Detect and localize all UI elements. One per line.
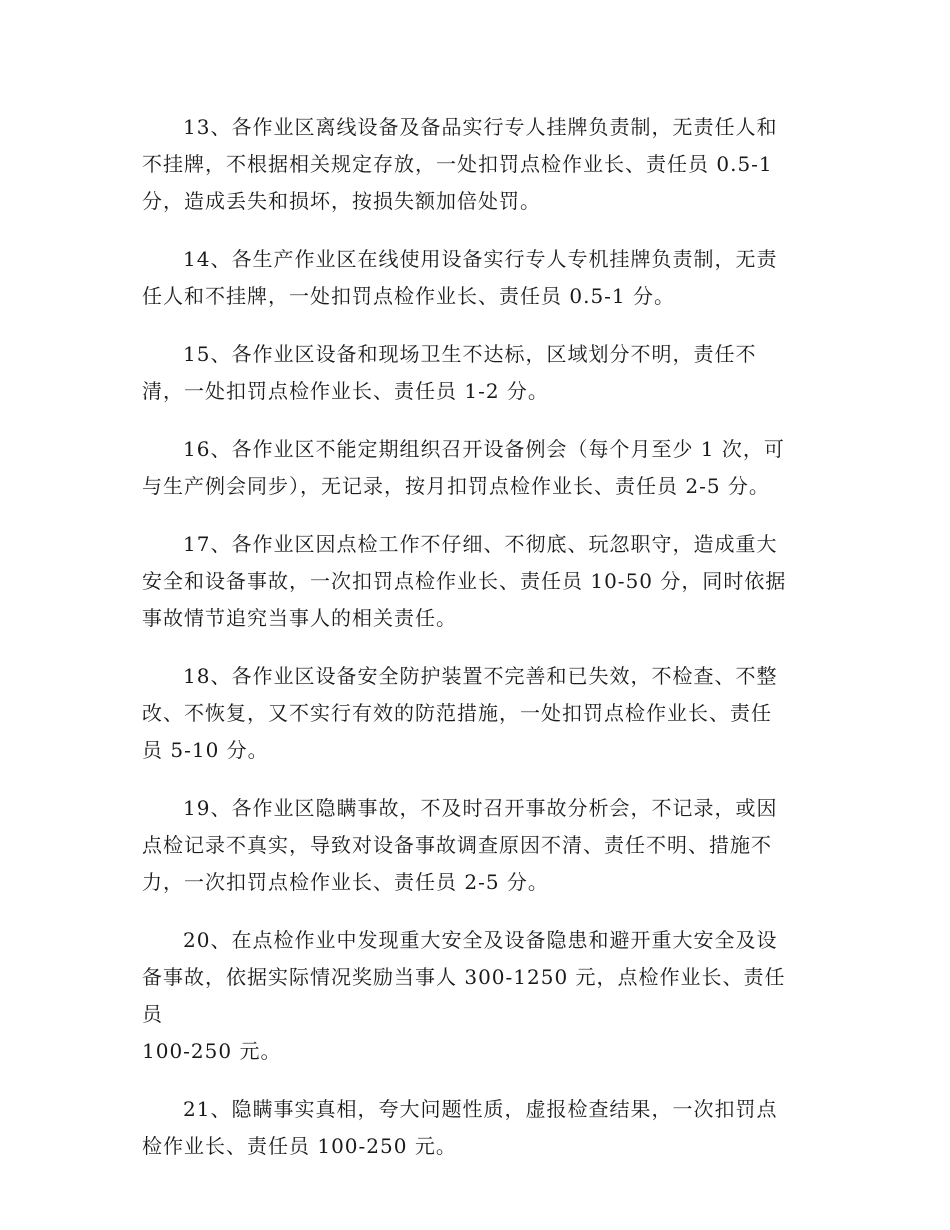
- clause-15: 15、各作业区设备和现场卫生不达标，区域划分不明，责任不 清，一处扣罚点检作业长、责任员 1-2 分。: [142, 342, 757, 403]
- clause-17: 17、各作业区因点检工作不仔细、不彻底、玩忽职守，造成重大 安全和设备事故，一次扣罚点检作业长、责任员 10-50 分，同时依据 事故情节追究当事人的相关责任。: [142, 532, 787, 630]
- clause-13: 13、各作业区离线设备及备品实行专人挂牌负责制，无责任人和 不挂牌，不根据相关规定存放，一处扣罚点检作业长、责任员 0.5-1 分，造成丢失和损坏，按损失额加倍处罚。: [142, 115, 778, 213]
- document-body: [142, 109, 802, 1186]
- clause-14: 14、各生产作业区在线使用设备实行专人专机挂牌负责制，无责 任人和不挂牌，一处扣罚点检作业长、责任员 0.5-1 分。: [142, 247, 778, 308]
- clause-16: 16、各作业区不能定期组织召开设备例会（每个月至少 1 次，可 与生产例会同步），无记录，按月扣罚点检作业长、责任员 2-5 分。: [142, 437, 785, 498]
- clause-20: 20、在点检作业中发现重大安全及设备隐患和避开重大安全及设 备事故，依据实际情况奖励当事人 300-1250 元，点检作业长、责任员 100-250 元。: [142, 928, 786, 1063]
- clause-19: 19、各作业区隐瞒事故，不及时召开事故分析会，不记录，或因 点检记录不真实，导致对设备事故调查原因不清、责任不明、措施不 力，一次扣罚点检作业长、责任员 2-5 分。: [142, 796, 778, 894]
- clause-21: 21、隐瞒事实真相，夸大问题性质，虚报检查结果，一次扣罚点 检作业长、责任员 100-250 元。: [142, 1097, 778, 1158]
- clause-18: 18、各作业区设备安全防护装置不完善和已失效，不检查、不整 改、不恢复，又不实行有效的防范措施，一处扣罚点检作业长、责任 员 5-10 分。: [142, 664, 778, 762]
